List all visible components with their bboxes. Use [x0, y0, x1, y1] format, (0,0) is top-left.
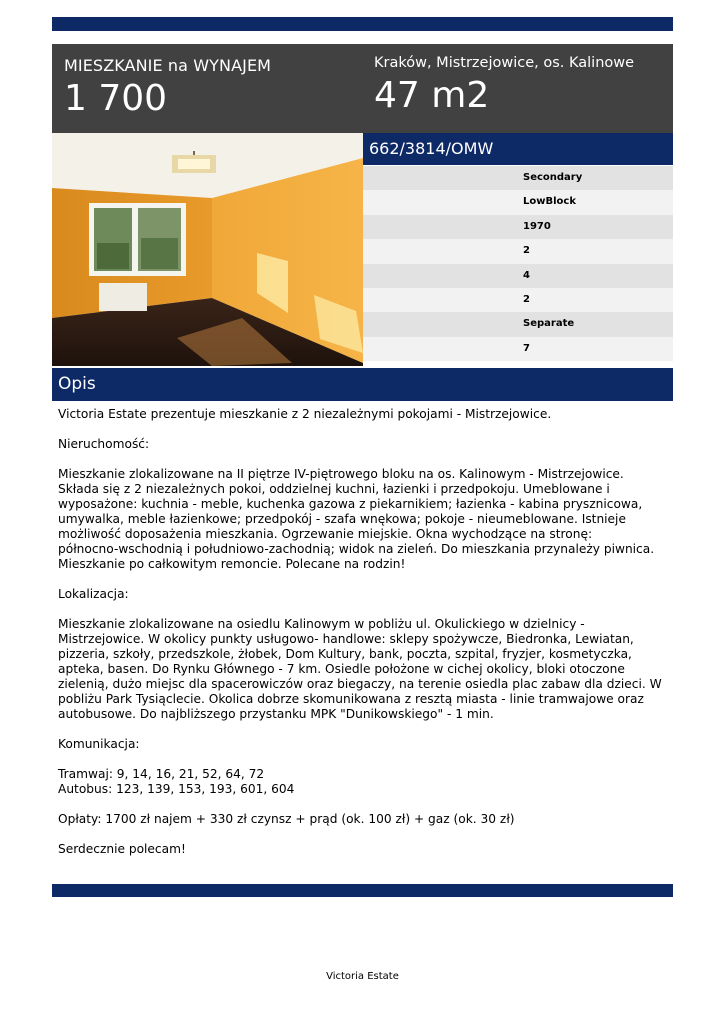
top-accent-bar	[52, 17, 673, 31]
param-row-year: 1970	[363, 215, 673, 239]
param-row-market: Secondary	[363, 166, 673, 190]
param-row-number: 7	[363, 337, 673, 361]
param-row-kitchen: Separate	[363, 312, 673, 336]
listing-location: Kraków, Mistrzejowice, os. Kalinowe	[374, 55, 635, 71]
listing-header	[52, 44, 673, 133]
description-paragraph: Mieszkanie zlokalizowane na osiedlu Kalinowym w pobliżu ul. Okulickiego w dzielnicy - Mistrzejowice. W okolicy punkty usługowo- handlowe: sklepy spożywcze, Biedronka, Lewiatan, pizzeria, szkoły, przedszkole, żłobek, Dom Kultury, bank, poczta, szpital, fryzjer, kosmetyczka, apteka, basen. Do Rynku Głównego - 7 km. Osiedle położone w cichej okolicy, bloki otoczone zielenią, dużo miejsc dla spacerowiczów oraz biegaczy, na terenie osiedla plac zabaw dla dzieci. W pobliżu Park Tysiąclecie. Okolica dobrze skomunikowana z resztą miasta - linie tramwajowe oraz autobusowe. Do najbliższego przystanku MPK "Dunikowskiego" - 1 min.	[58, 617, 662, 721]
reference-number: 662/3814/OMW	[363, 133, 673, 165]
param-row-floors-total: 4	[363, 264, 673, 288]
parameters-table	[363, 166, 673, 361]
apartment-photo	[52, 133, 363, 366]
listing-area: 47 m2	[374, 75, 490, 116]
param-row-building-type: LowBlock	[363, 190, 673, 214]
description-paragraph: Tramwaj: 9, 14, 16, 21, 52, 64, 72 Autobus: 123, 139, 153, 193, 601, 604	[58, 767, 295, 796]
param-row-floor: 2	[363, 239, 673, 263]
description-title: Opis	[52, 368, 673, 401]
description-paragraph: Lokalizacja:	[58, 587, 129, 601]
description-paragraph: Victoria Estate prezentuje mieszkanie z 2 niezależnymi pokojami - Mistrzejowice.	[58, 407, 552, 421]
description-paragraph: Opłaty: 1700 zł najem + 330 zł czynsz + prąd (ok. 100 zł) + gaz (ok. 30 zł)	[58, 812, 515, 826]
listing-type: MIESZKANIE na WYNAJEM	[64, 56, 272, 75]
description-paragraph: Serdecznie polecam!	[58, 842, 186, 856]
description-paragraph: Mieszkanie zlokalizowane na II piętrze IV-piętrowego bloku na os. Kalinowym - Mistrzejowice. Składa się z 2 niezależnych pokoi, oddzielnej kuchni, łazienki i przedpokoju. Umeblowane i wyposażone: kuchnia - meble, kuchenka gazowa z piekarnikiem; łazienka - kabina prysznicowa, umywalka, meble łazienkowe; przedpokój - szafa wnękowa; pokoje - nieumeblowane. Istnieje możliwość doposażenia mieszkania. Ogrzewanie miejskie. Okna wychodzące na stronę: północno-wschodnią i południowo-zachodnią; widok na zieleń. Do mieszkania przynależy piwnica. Mieszkanie po całkowitym remoncie. Polecane na rodzin!	[58, 467, 655, 571]
footer-company: Victoria Estate	[326, 971, 399, 982]
description-paragraph: Nieruchomość:	[58, 437, 150, 451]
listing-price: 1 700	[64, 78, 168, 119]
description-body	[58, 407, 670, 857]
description-paragraph: Komunikacja:	[58, 737, 140, 751]
bottom-accent-bar	[52, 884, 673, 897]
param-row-rooms: 2	[363, 288, 673, 312]
